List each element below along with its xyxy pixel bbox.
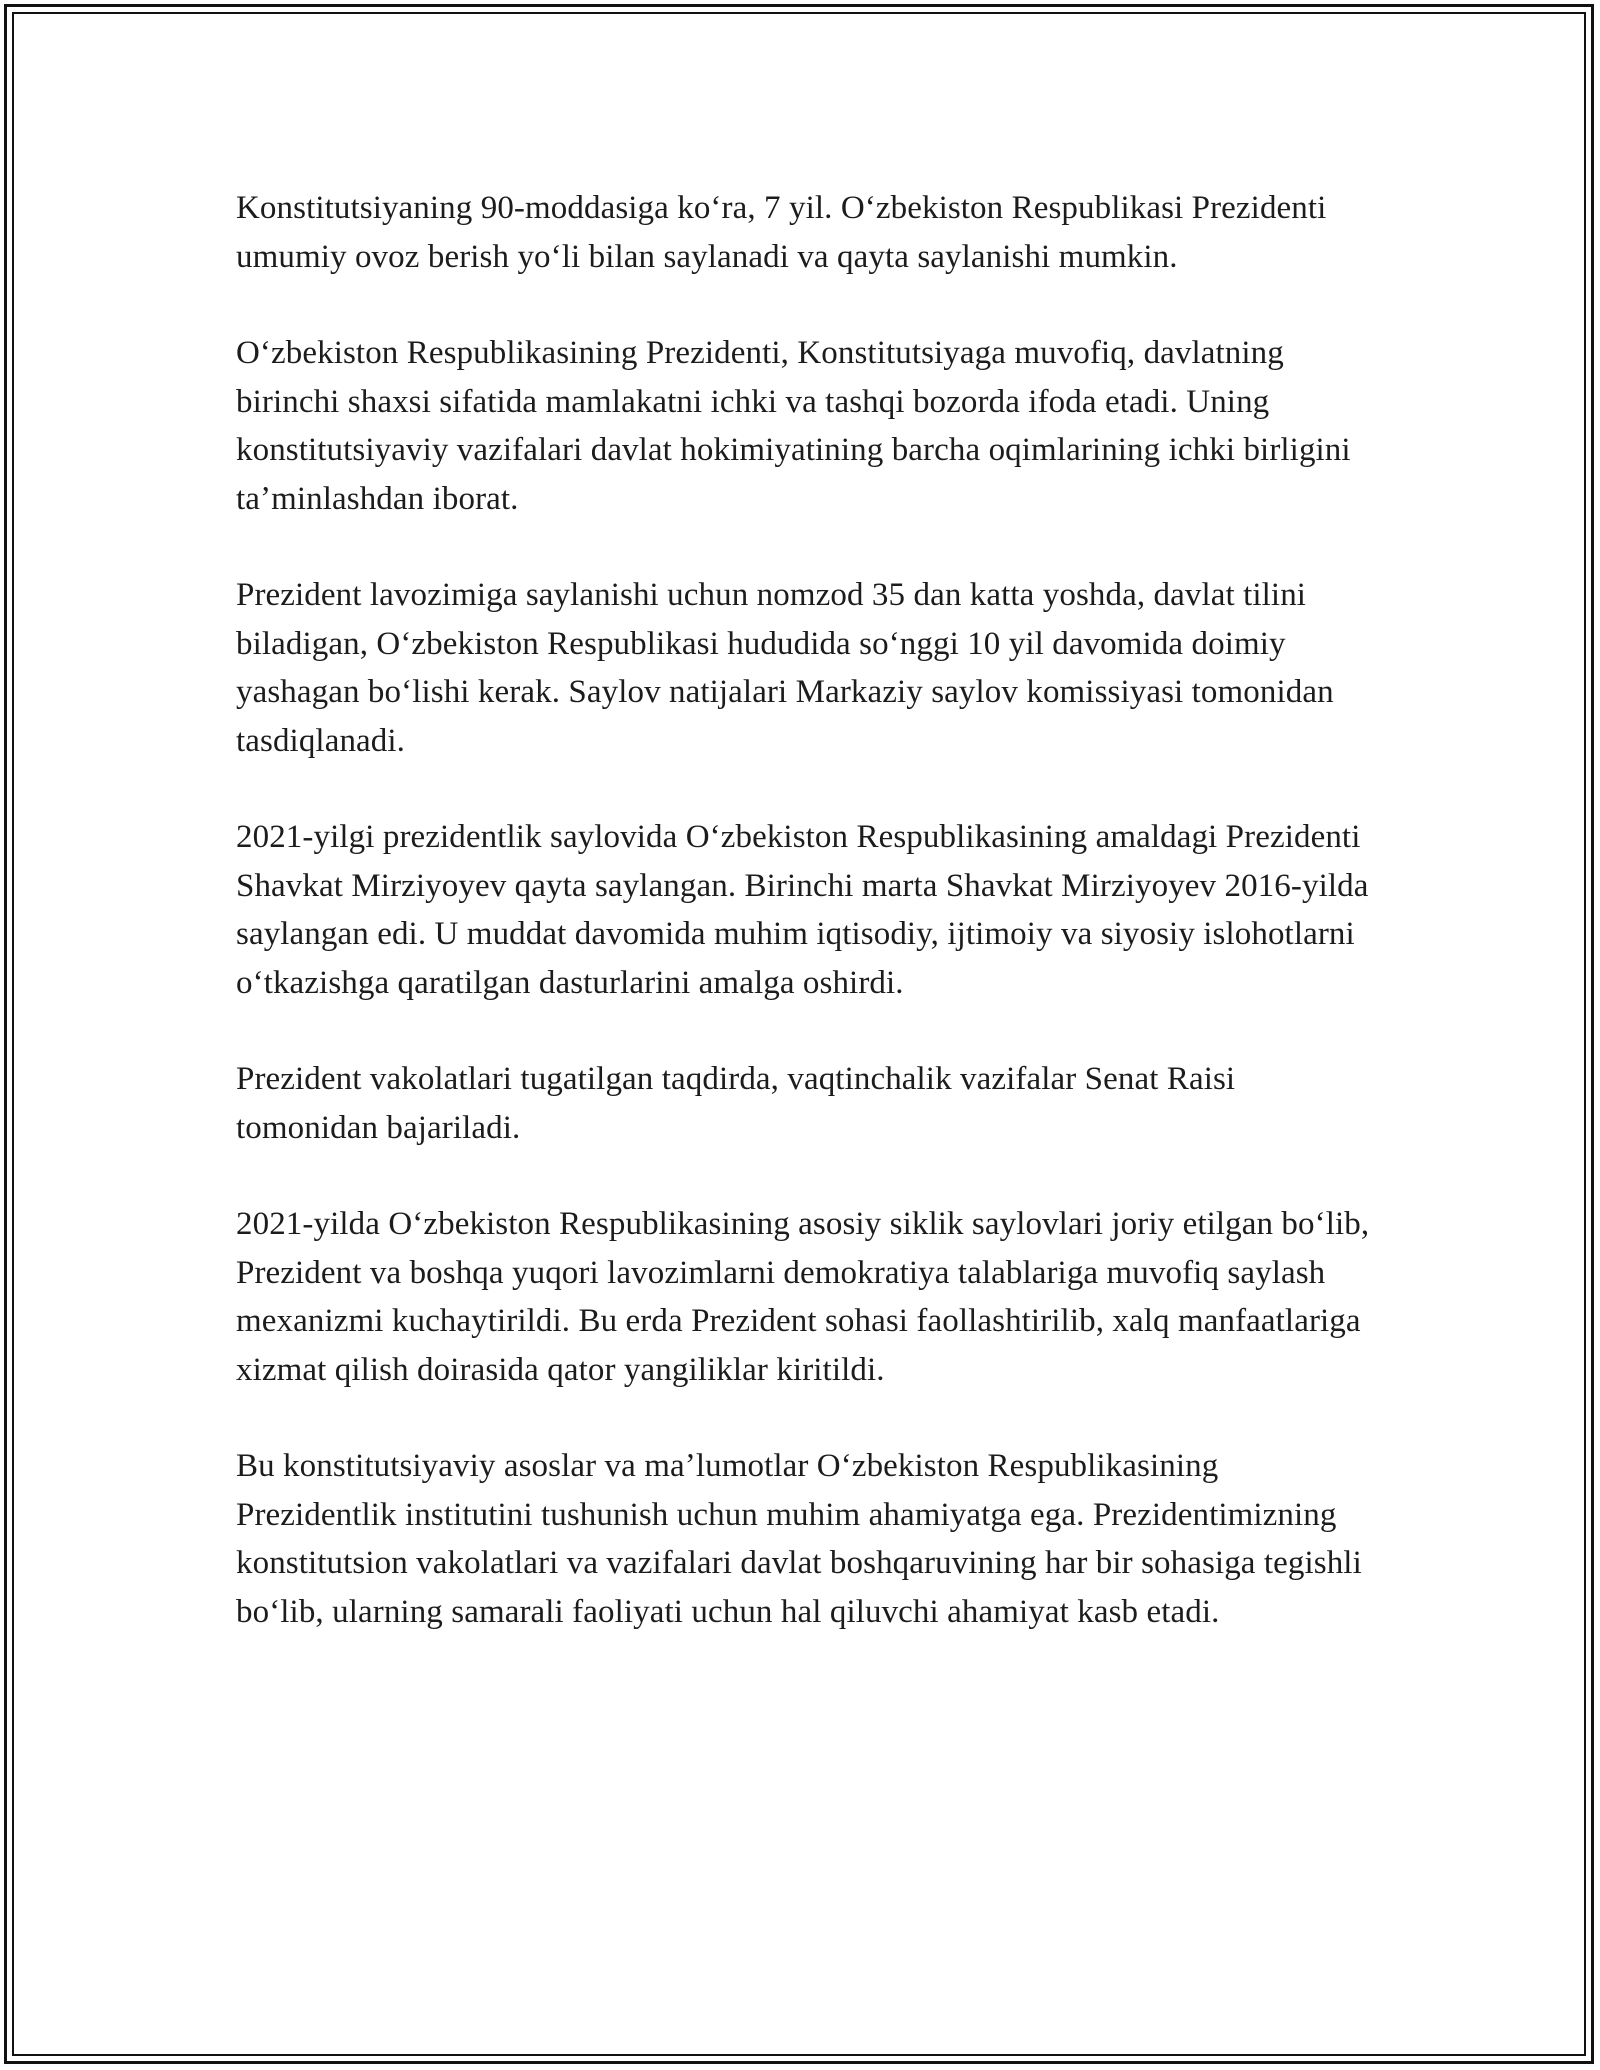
paragraph-term-of-office: Konstitutsiyaning 90-moddasiga koʻra, 7 yil. Oʻzbekiston Respublikasi Prezidenti umumiy ovoz berish yoʻli bilan saylanadi va qayta saylanishi mumkin. (236, 190, 1327, 275)
paragraph-president-role: Oʻzbekiston Respublikasining Prezidenti, Konstitutsiyaga muvofiq, davlatning birinchi shaxsi sifatida mamlakatni ichki va tashqi bozorda ifoda etadi. Uning konstitutsiyaviy vazifalari davlat hokimiyatining barcha oqimlarining ichki birligini taʼminlashdan iborat. (236, 335, 1351, 517)
paragraph-candidate-requirements: Prezident lavozimiga saylanishi uchun nomzod 35 dan katta yoshda, davlat tilini biladigan, Oʻzbekiston Respublikasi hududida soʻnggi 10 yil davomida doimiy yashagan boʻlishi kerak. Saylov natijalari Markaziy saylov komissiyasi tomonidan tasdiqlanadi. (236, 577, 1334, 759)
document-body (236, 184, 1376, 1684)
paragraph-2021-election: 2021-yilgi prezidentlik saylovida Oʻzbekiston Respublikasining amaldagi Prezidenti Shavkat Mirziyoyev qayta saylangan. Birinchi marta Shavkat Mirziyoyev 2016-yilda saylangan edi. U muddat davomida muhim iqtisodiy, ijtimoiy va siyosiy islohotlarni oʻtkazishga qaratilgan dasturlarini amalga oshirdi. (236, 819, 1369, 1001)
paragraph-conclusion: Bu konstitutsiyaviy asoslar va maʼlumotlar Oʻzbekiston Respublikasining Prezidentlik institutini tushunish uchun muhim ahamiyatga ega. Prezidentimizning konstitutsion vakolatlari va vazifalari davlat boshqaruvining har bir sohasiga tegishli boʻlib, ularning samarali faoliyati uchun hal qiluvchi ahamiyat kasb etadi. (236, 1448, 1362, 1630)
paragraph-electoral-reforms: 2021-yilda Oʻzbekiston Respublikasining asosiy siklik saylovlari joriy etilgan boʻlib, Prezident va boshqa yuqori lavozimlarni demokratiya talablariga muvofiq saylash mexanizmi kuchaytirildi. Bu erda Prezident sohasi faollashtirilib, xalq manfaatlariga xizmat qilish doirasida qator yangiliklar kiritildi. (236, 1206, 1370, 1388)
paragraph-interim-duties: Prezident vakolatlari tugatilgan taqdirda, vaqtinchalik vazifalar Senat Raisi tomonidan bajariladi. (236, 1061, 1236, 1146)
